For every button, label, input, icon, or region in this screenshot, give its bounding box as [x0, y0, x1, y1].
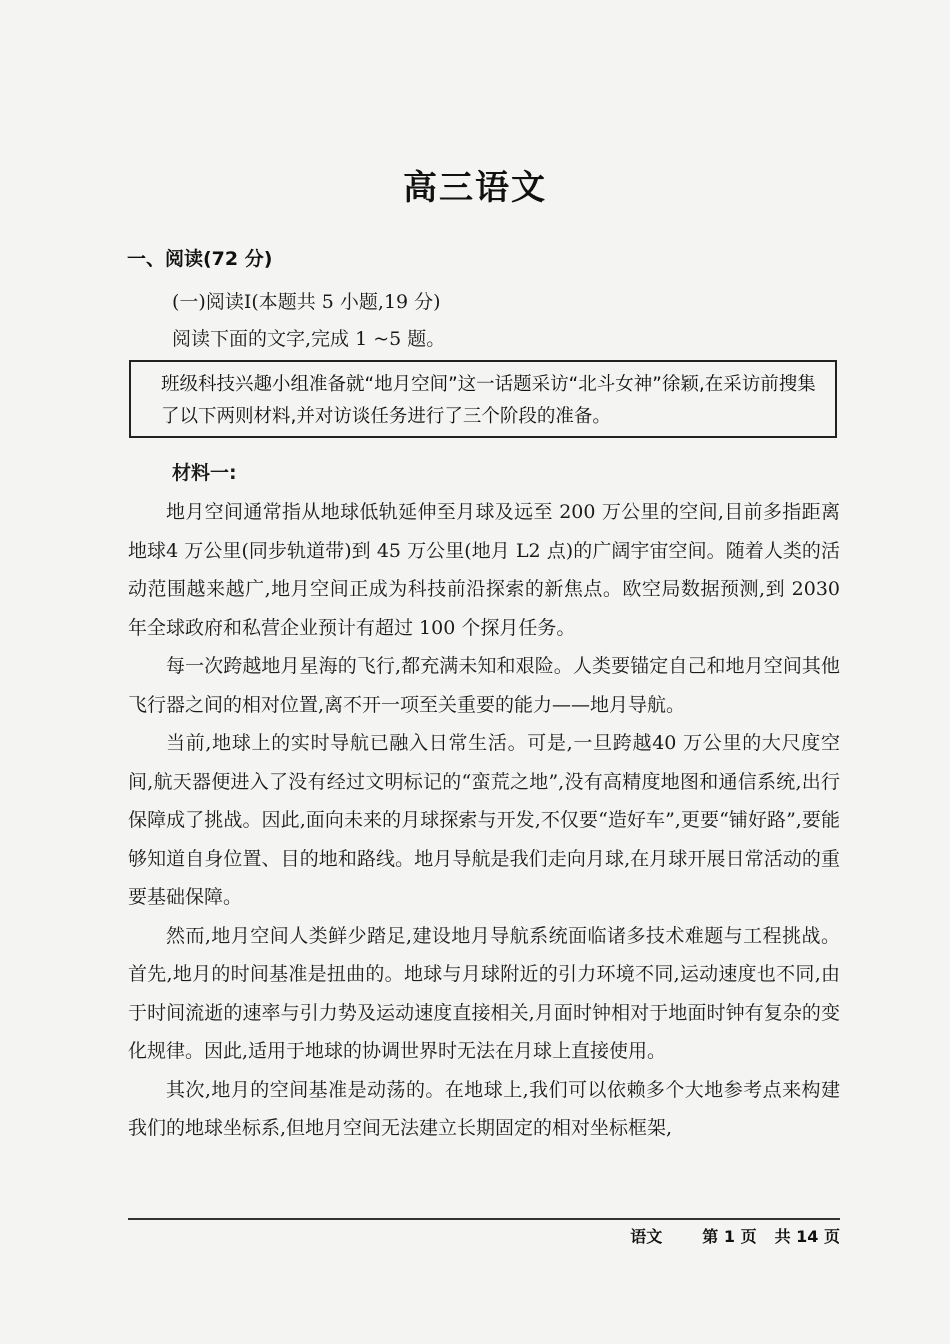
- footer-divider: [128, 1218, 840, 1220]
- footer-subject: 语文: [630, 1227, 663, 1246]
- footer-page-number: 第 1 页: [702, 1227, 757, 1246]
- paragraph: 每一次跨越地月星海的飞行,都充满未知和艰险。人类要锚定自己和地月空间其他飞行器之间的相对位置,离不开一项至关重要的能力——地月导航。: [128, 655, 840, 716]
- context-box: [129, 360, 837, 438]
- material-label: 材料一:: [172, 462, 237, 484]
- paragraph: 当前,地球上的实时导航已融入日常生活。可是,一旦跨越40 万公里的大尺度空间,航天器便进入了没有经过文明标记的“蛮荒之地”,没有高精度地图和通信系统,出行保障成了挑战。因此,面向未来的月球探索与开发,不仅要“造好车”,更要“铺好路”,要能够知道自身位置、目的地和路线。地月导航是我们走向月球,在月球开展日常活动的重要基础保障。: [128, 732, 840, 908]
- page-title: 高三语文: [403, 168, 547, 208]
- sub-heading: (一)阅读Ⅰ(本题共 5 小题,19 分): [172, 291, 441, 313]
- paragraph: 地月空间通常指从地球低轨延伸至月球及远至 200 万公里的空间,目前多指距离地球4 万公里(同步轨道带)到 45 万公里(地月 L2 点)的广阔宇宙空间。随着人类的活动范围越来越广,地月空间正成为科技前沿探索的新焦点。欧空局数据预测,到 2030 年全球政府和私营企业预计有超过 100 个探月任务。: [128, 501, 840, 639]
- paragraph: 其次,地月的空间基准是动荡的。在地球上,我们可以依赖多个大地参考点来构建我们的地球坐标系,但地月空间无法建立长期固定的相对坐标框架,: [128, 1078, 840, 1139]
- section-heading: 一、阅读(72 分): [127, 248, 273, 270]
- page-footer: [630, 1224, 840, 1247]
- footer-page-total: 共 14 页: [774, 1227, 840, 1246]
- context-box-text: 班级科技兴趣小组准备就“地月空间”这一话题采访“北斗女神”徐颖,在采访前搜集了以下两则材料,并对访谈任务进行了三个阶段的准备。: [161, 374, 816, 427]
- instruction-text: 阅读下面的文字,完成 1 ~5 题。: [172, 328, 446, 350]
- paragraph: 然而,地月空间人类鲜少踏足,建设地月导航系统面临诸多技术难题与工程挑战。首先,地月的时间基准是扭曲的。地球与月球附近的引力环境不同,运动速度也不同,由于时间流逝的速率与引力势及运动速度直接相关,月面时钟相对于地面时钟有复杂的变化规律。因此,适用于地球的协调世界时无法在月球上直接使用。: [128, 924, 840, 1062]
- article-body: [128, 493, 840, 1148]
